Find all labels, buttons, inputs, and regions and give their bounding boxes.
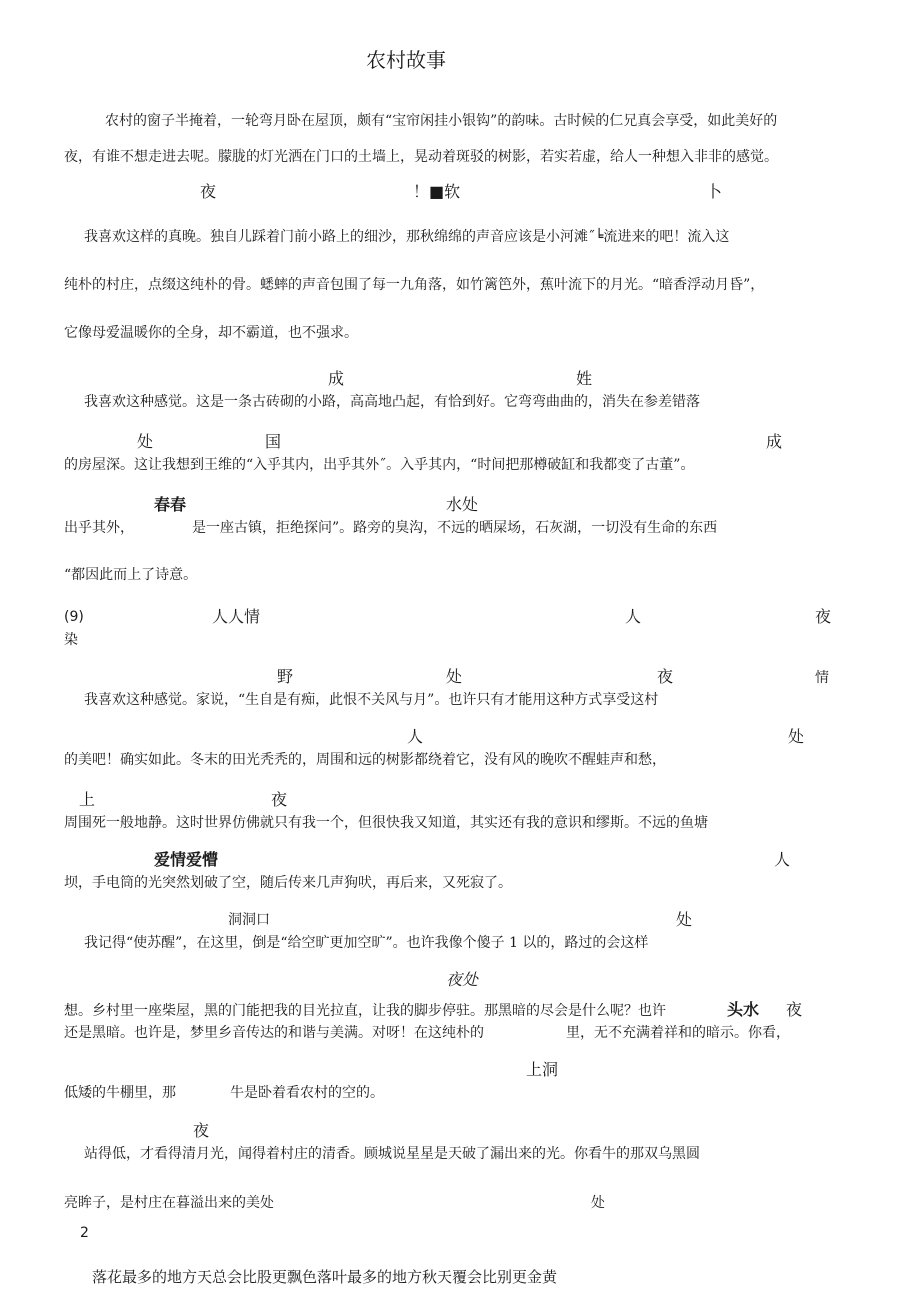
floating-char: 姓 <box>576 369 593 388</box>
floating-char: 爱情爱懵 <box>154 850 219 869</box>
floating-char: 处 <box>676 910 693 929</box>
paragraph-line: 里，无不充满着祥和的暗示。你看， <box>566 1025 790 1041</box>
floating-char: 洞洞口 <box>228 912 270 928</box>
floating-char: 卜 <box>706 182 723 201</box>
floating-char: 人 <box>407 727 424 746</box>
paragraph-line: 我喜欢这样的真晚。独自儿踩着门前小路上的细沙，那秋绵绵的声音应该是小河滩˝╘流进来的吧！流入这 <box>84 229 730 245</box>
paragraph-line: 低矮的牛棚里，那 <box>64 1085 176 1101</box>
paragraph-line: 牛是卧着看农村的空的。 <box>230 1085 384 1101</box>
floating-char: 春春 <box>154 495 187 514</box>
section-number: (9) <box>64 609 84 625</box>
page-title: 农村故事 <box>366 48 446 72</box>
floating-char: ！■软 <box>413 182 461 201</box>
floating-char: 夜 <box>786 1000 803 1019</box>
paragraph-line: 周围死一般地静。这时世界仿佛就只有我一个，但很快我又知道，其实还有我的意识和缪斯。不远的鱼塘 <box>64 815 708 831</box>
paragraph-line: 坝，手电筒的光突然划破了空，随后传来几声狗吠，再后来，又死寂了。 <box>64 875 512 891</box>
paragraph-line: 我记得“使苏醒”，在这里，倒是“给空旷更加空旷”。也许我像个傻子 1 以的，路过的会这样 <box>84 935 649 951</box>
paragraph-line: 农村的窗子半掩着，一轮弯月卧在屋顶，颇有“宝帘闲挂小银钩”的韵味。古时候的仁兄真会享受，如此美好的 <box>105 113 778 129</box>
floating-char: 处 <box>591 1195 605 1211</box>
floating-char: 处 <box>446 667 463 686</box>
paragraph-line: 的美吧！确实如此。冬末的田光秃秃的，周围和远的树影都绕着它，没有风的晚吹不醒蛙声和愁， <box>64 752 666 768</box>
paragraph-line: 想。乡村里一座柴屋，黑的门能把我的目光拉直，让我的脚步停驻。那黑暗的尽会是什么呢？也许 <box>64 1003 666 1019</box>
floating-char: 上洞 <box>526 1060 559 1079</box>
floating-char: 夜 <box>815 607 832 626</box>
floating-char: 处 <box>137 432 154 451</box>
paragraph-line: 我喜欢这种感觉。家说，“生自是有痴，此恨不关风与月”。也许只有才能用这种方式享受这村 <box>84 692 659 708</box>
floating-char: 头水 <box>727 1000 760 1019</box>
floating-char: 夜 <box>271 790 288 809</box>
paragraph-line: 染 <box>64 632 78 648</box>
floating-char: 人 <box>625 607 642 626</box>
floating-char: 野 <box>277 667 294 686</box>
paragraph-line: 站得低，才看得清月光，闻得着村庄的清香。顾城说星星是天破了漏出来的光。你看牛的那双乌黑圆 <box>84 1146 700 1162</box>
footer-line: 落花最多的地方天总会比股更飘色落叶最多的地方秋天覆会比别更金黄 <box>92 1268 558 1286</box>
paragraph-line: 我喜欢这种感觉。这是一条古砖砌的小路，高高地凸起，有恰到好。它弯弯曲曲的，消失在参差错落 <box>84 394 700 410</box>
paragraph-line: 它像母爱温暖你的全身，却不霸道，也不强求。 <box>64 325 358 341</box>
floating-char: 成 <box>328 369 345 388</box>
paragraph-line: 还是黑暗。也许是，梦里乡音传达的和谐与美满。对呀！在这纯朴的 <box>64 1025 484 1041</box>
floating-char: 人 <box>774 850 791 869</box>
floating-char: 处 <box>788 727 805 746</box>
paragraph-line: 夜，有谁不想走进去呢。朦胧的灯光洒在门口的土墙上，晃动着斑驳的树影，若实若虚，给人一种想入非非的感觉。 <box>64 149 778 165</box>
paragraph-line: 的房屋深。这让我想到王维的“入乎其内，出乎其外˝。入乎其内，“时间把那樽破缸和我都变了古董”。 <box>64 457 695 473</box>
floating-char: 上 <box>79 790 96 809</box>
page-number: 2 <box>80 1225 89 1241</box>
floating-char: 水处 <box>446 495 479 514</box>
floating-char: 人人情 <box>212 607 261 626</box>
paragraph-line: “都因此而上了诗意。 <box>64 567 198 583</box>
floating-char: 夜处 <box>446 970 479 989</box>
paragraph-line: 是一座古镇，拒绝探问”。路旁的臭沟，不远的晒屎场，石灰湖，一切没有生命的东西 <box>192 520 718 536</box>
floating-char: 夜 <box>200 182 217 201</box>
paragraph-line: 纯朴的村庄，点缀这纯朴的骨。蟋蟀的声音包围了每一九角落，如竹篱笆外，蕉叶流下的月光。“暗香浮动月昏”， <box>64 277 765 293</box>
floating-char: 国 <box>265 432 282 451</box>
floating-char: 成 <box>766 432 783 451</box>
floating-char: 夜 <box>193 1121 210 1140</box>
paragraph-line: 亮眸子，是村庄在暮溢出来的美处 <box>64 1195 274 1211</box>
floating-char: 夜 <box>657 667 674 686</box>
paragraph-line: 出乎其外， <box>64 520 134 536</box>
floating-char: 情 <box>815 670 829 686</box>
